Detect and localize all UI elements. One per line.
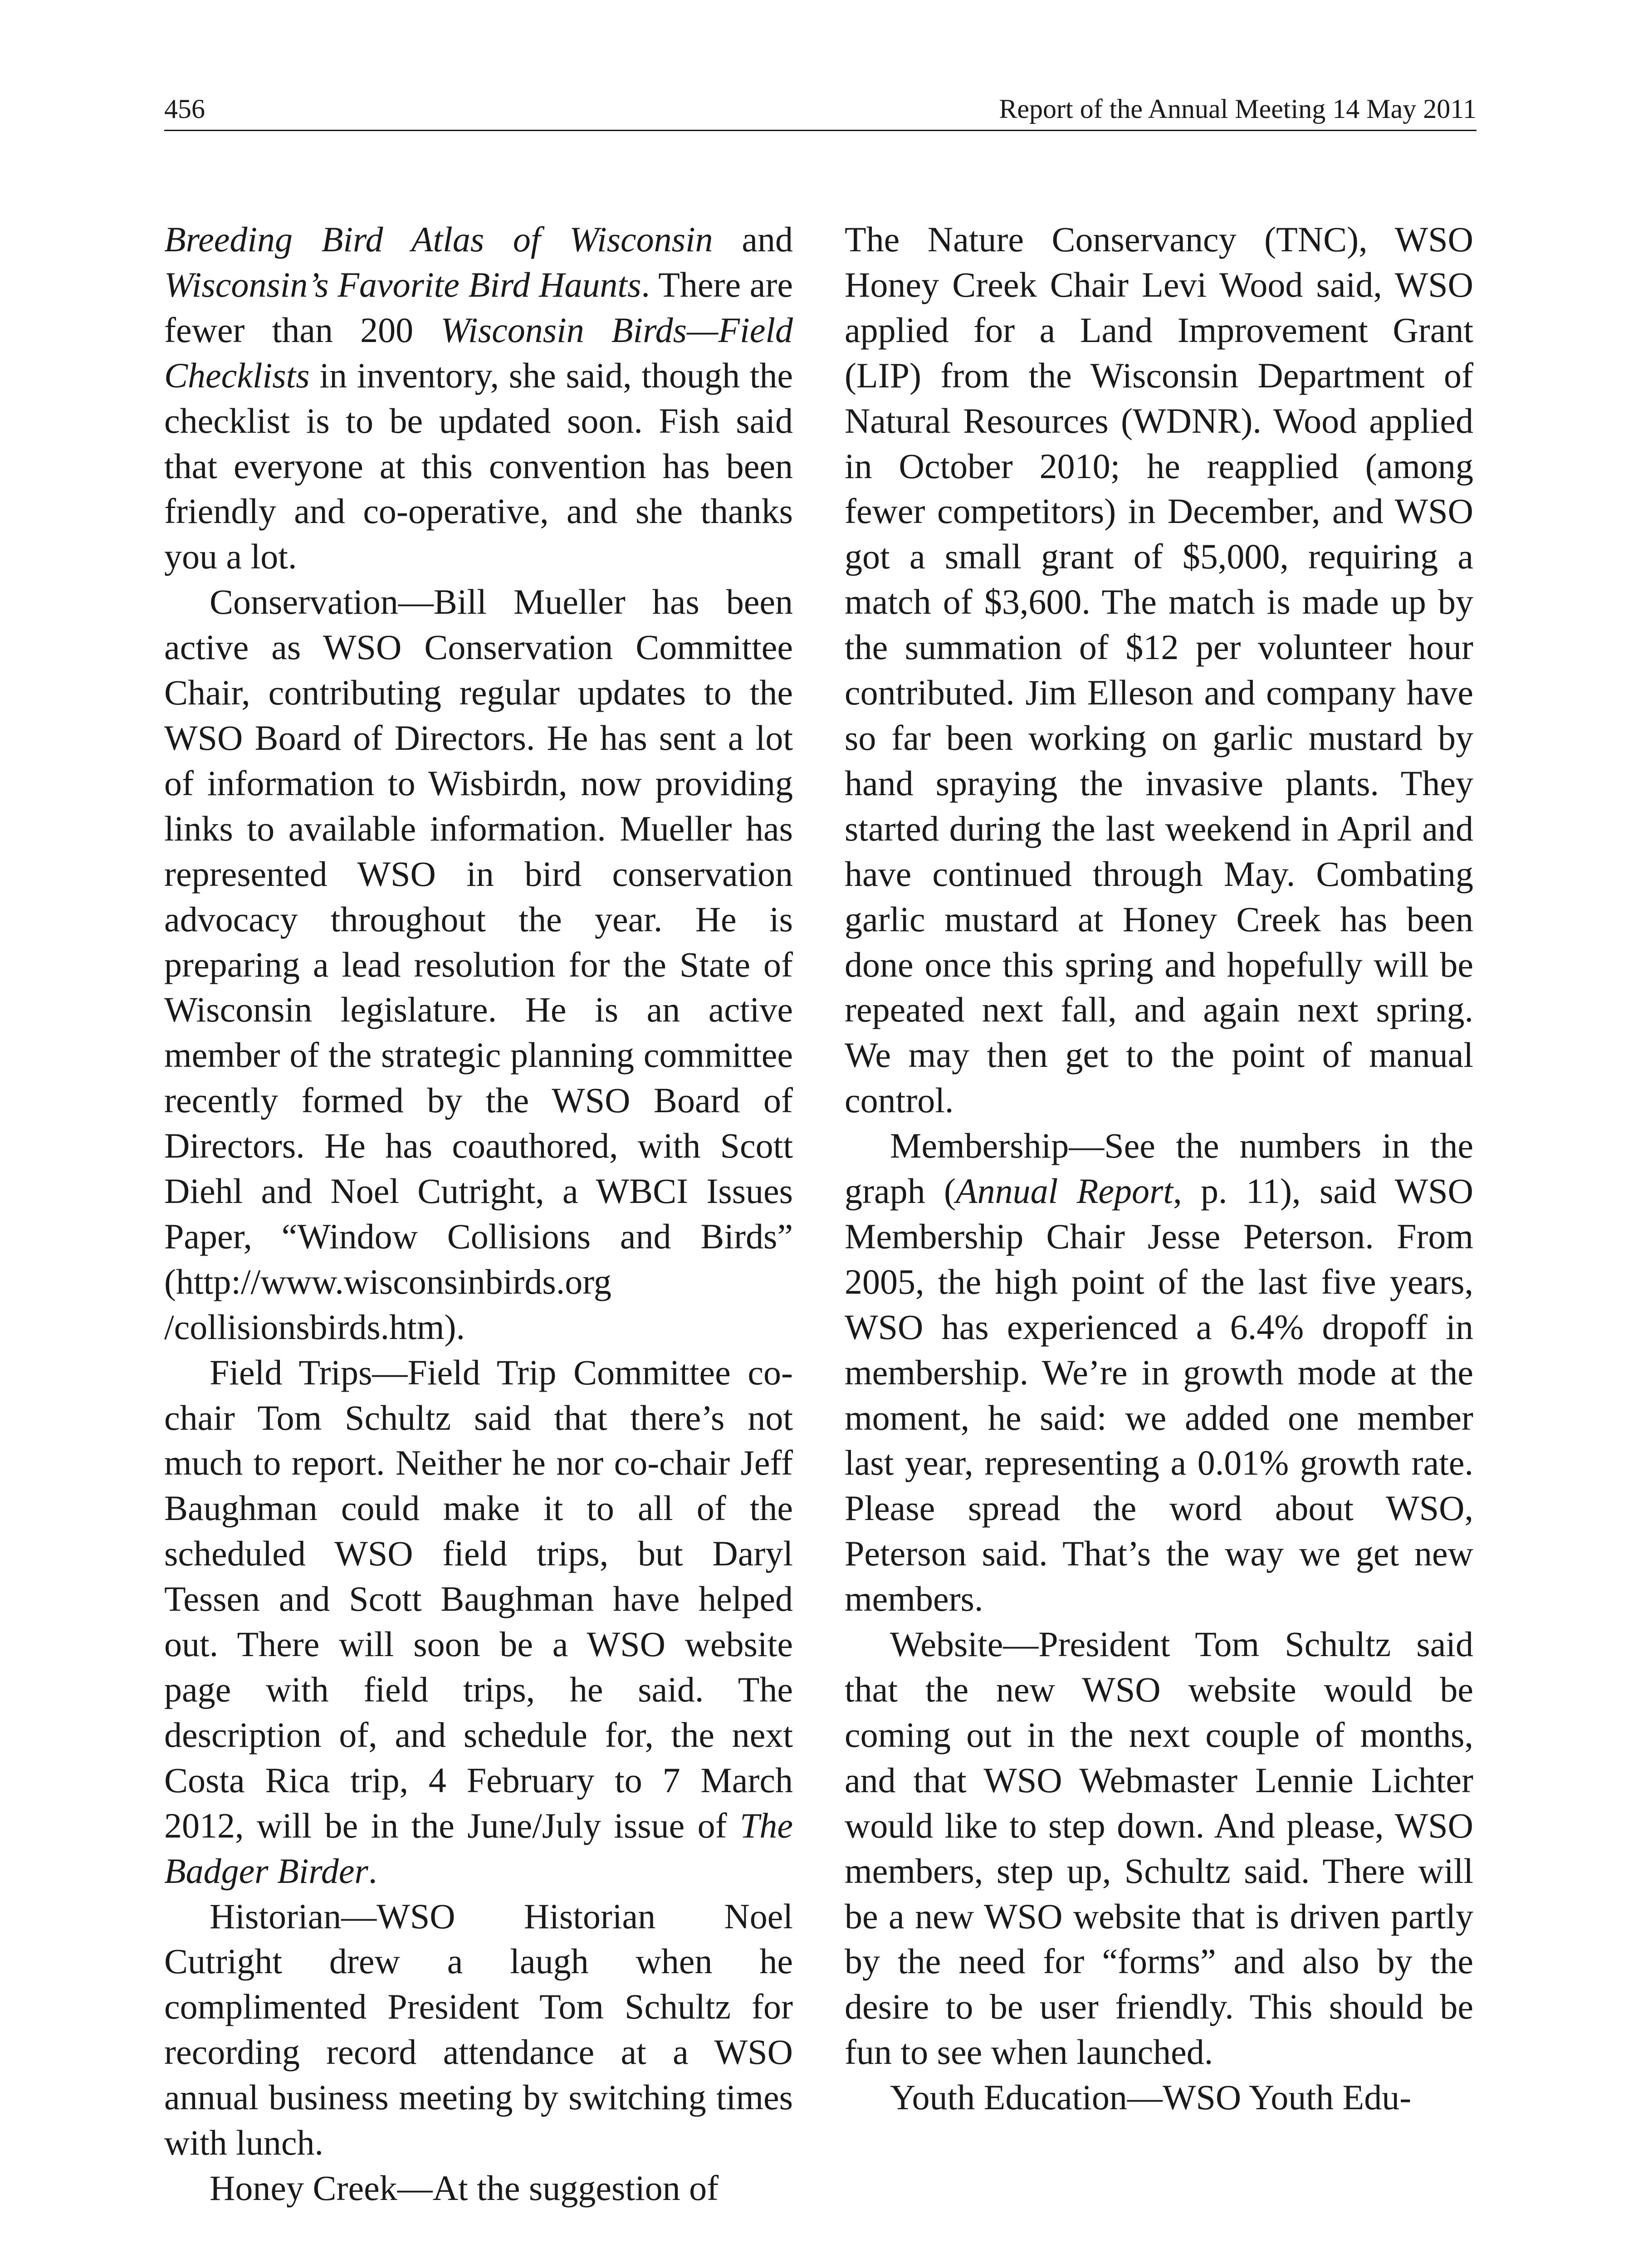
title-haunts: Wisconsin’s Favorite Bird Haunts [164, 264, 641, 304]
header-rule [164, 130, 1477, 131]
paragraph-membership: Membership—See the numbers in the graph (Annual Report, p. 11), said WSO Membership Chair Jesse Peterson. From 2005, the high point of the last five years, WSO has experienced a 6.4% dropoff in membership. We’re in growth mode at the moment, he said: we added one member last year, representing a 0.01% growth rate. Please spread the word about WSO, Peterson said. That’s the way we get new members. [845, 1126, 1473, 1619]
paragraph-youth-education-start: Youth Education—WSO Youth Edu- [890, 2077, 1412, 2117]
paragraph-conservation: Conservation—Bill Mueller has been active as WSO Conservation Committee Chair, contributing regular updates to the WSO Board of Directors. He has sent a lot of information to Wisbirdn, now providing links to available information. Mueller has represented WSO in bird conservation advocacy throughout the year. He is preparing a lead resolution for the State of Wisconsin legislature. He is an active member of the strategic planning committee recently formed by the WSO Board of Directors. He has coauthored, with Scott Diehl and Noel Cutright, a WBCI Issues Paper, “Window Collisions and Birds” (http://www.wisconsinbirds.org /collisionsbirds.htm). [164, 582, 793, 1347]
right-column [845, 217, 1473, 2120]
paragraph-honey-creek-continued: The Nature Conservancy (TNC), WSO Honey Creek Chair Levi Wood said, WSO applied for a Land Improvement Grant (LIP) from the Wisconsin Department of Natural Resources (WDNR). Wood applied in October 2010; he reapplied (among fewer competitors) in December, and WSO got a small grant of $5,000, requiring a match of $3,600. The match is made up by the summation of $12 per volunteer hour contributed. Jim Elleson and company have so far been working on garlic mustard by hand spraying the invasive plants. They started during the last weekend in April and have continued through May. Combating garlic mustard at Honey Creek has been done once this spring and hopefully will be repeated next fall, and again next spring. We may then get to the point of manual control. [845, 220, 1473, 1120]
running-head [164, 91, 1477, 127]
paragraph-field-trips: Field Trips—Field Trip Committee co-chair Tom Schultz said that there’s not much to report. Neither he nor co-chair Jeff Baughman could make it to all of the scheduled WSO field trips, but Daryl Tessen and Scott Baughman have helped out. There will soon be a WSO website page with field trips, he said. The description of, and schedule for, the next Costa Rica trip, 4 February to 7 March 2012, will be in the June/July issue of The Badger Birder. [164, 1352, 793, 1891]
title-annual-report: Annual Report [956, 1171, 1173, 1211]
paragraph-website: Website—President Tom Schultz said that the new WSO website would be coming out in the next couple of months, and that WSO Webmaster Lennie Lichter would like to step down. And please, WSO members, step up, Schultz said. There will be a new WSO website that is driven partly by the need for “forms” and also by the desire to be user friendly. This should be fun to see when launched. [845, 1624, 1473, 2072]
paragraph-honey-creek-start: Honey Creek—At the suggestion of [210, 2168, 719, 2208]
title-badger-birder: The Badger Birder [164, 1805, 793, 1891]
left-column [164, 217, 793, 2211]
paragraph-historian: Historian—WSO Historian Noel Cutright drew a laugh when he complimented President Tom Schultz for recording record attendance at a WSO annual business meeting by switching times with lunch. [164, 1896, 793, 2163]
paragraph-continued-publications: Breeding Bird Atlas of Wisconsin and Wisconsin’s Favorite Bird Haunts. There are fewer than 200 Wisconsin Birds—Field Checklists in inventory, she said, though the checklist is to be updated soon. Fish said that everyone at this convention has been friendly and co-operative, and she thanks you a lot. [164, 220, 793, 577]
title-atlas: Breeding Bird Atlas of Wisconsin [164, 220, 713, 259]
page-number: 456 [164, 94, 205, 124]
title-checklists: Wisconsin Birds—Field Checklists [164, 310, 793, 395]
running-title: Report of the Annual Meeting 14 May 2011 [999, 94, 1477, 124]
